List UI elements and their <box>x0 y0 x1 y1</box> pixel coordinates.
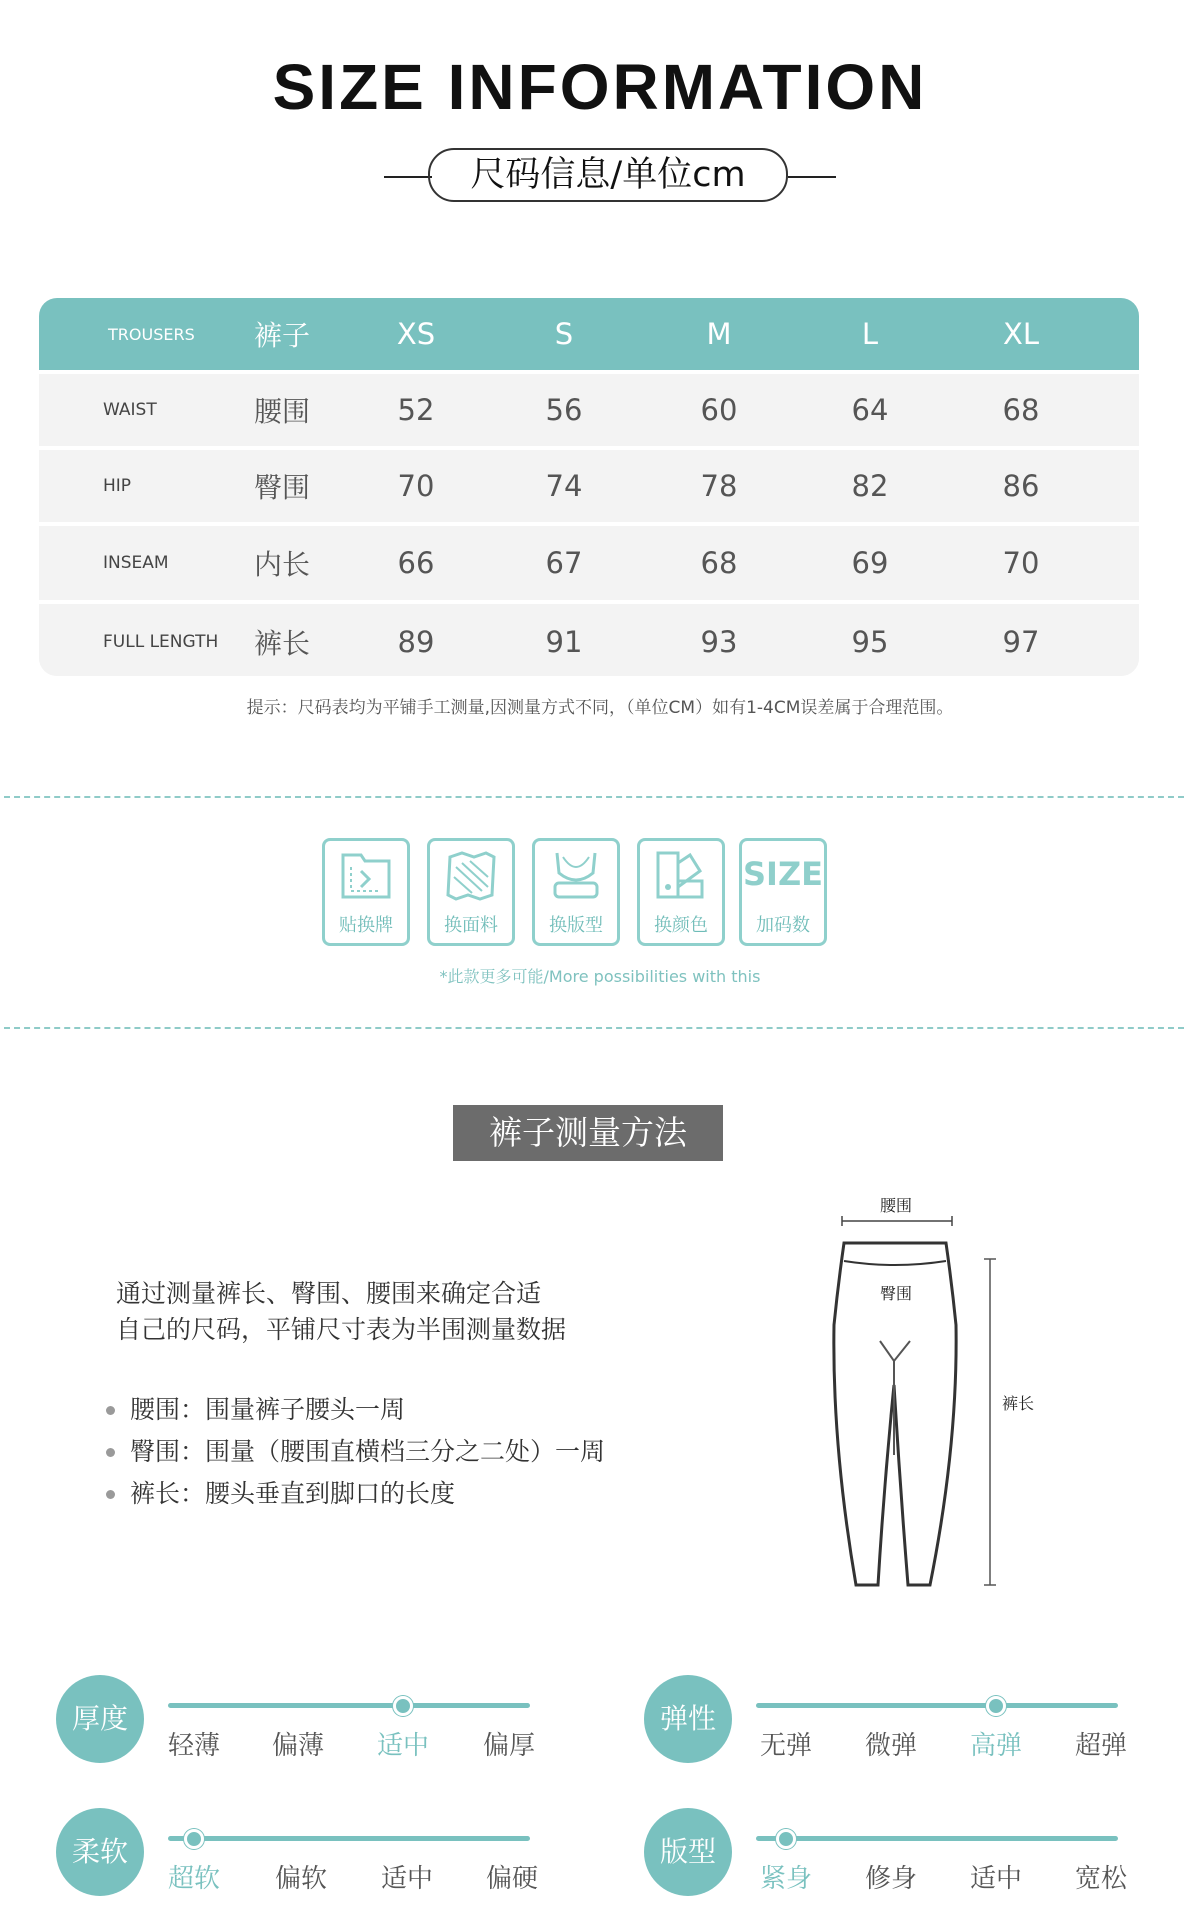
scale-option: 适中 <box>381 1864 434 1894</box>
badge-label: 贴换牌 <box>339 915 393 936</box>
scale-option: 超软 <box>168 1864 221 1894</box>
tag-icon <box>337 847 395 905</box>
badge-label: 换版型 <box>549 915 603 936</box>
row-cn-label: 腰围 <box>254 395 311 428</box>
scale-option: 偏硬 <box>486 1864 539 1894</box>
table-cell: 68 <box>700 546 738 580</box>
trousers-icon <box>810 1185 1050 1595</box>
dashed-divider <box>4 1027 1184 1029</box>
measure-bullet: 裤长：腰头垂直到脚口的长度 <box>130 1479 456 1508</box>
size-icon: SIZE <box>742 855 823 893</box>
measure-heading: 裤子测量方法 <box>453 1105 723 1161</box>
scale-title: 厚度 <box>56 1675 144 1763</box>
table-cell: 74 <box>545 469 583 503</box>
scale-option: 高弹 <box>970 1731 1023 1761</box>
badge-pattern-swap <box>532 838 620 946</box>
scale-option: 适中 <box>377 1731 430 1761</box>
table-cell: 68 <box>1002 393 1040 427</box>
badge-fabric-swap <box>427 838 515 946</box>
row-cn-label: 内长 <box>254 548 311 581</box>
row-en-label: INSEAM <box>103 553 169 573</box>
scale-option: 偏薄 <box>272 1731 325 1761</box>
scale-track <box>756 1836 1118 1841</box>
row-cn-label: 臀围 <box>254 471 311 504</box>
table-row <box>39 370 1139 446</box>
badge-size-extend <box>739 838 827 946</box>
table-cell: 66 <box>397 546 435 580</box>
table-cell: 97 <box>1002 625 1040 659</box>
table-cell: 93 <box>700 625 738 659</box>
header-size: M <box>706 317 732 351</box>
table-row <box>39 446 1139 522</box>
table-cell: 60 <box>700 393 738 427</box>
badge-label-swap <box>322 838 410 946</box>
palette-icon <box>652 847 710 905</box>
header-size: XL <box>1002 317 1040 351</box>
measurement-tip: 提示：尺码表均为平铺手工测量,因测量方式不同，（单位CM）如有1-4CM误差属于合理范围。 <box>246 698 954 718</box>
scale-option: 适中 <box>970 1864 1023 1894</box>
header-en: TROUSERS <box>108 324 195 344</box>
table-cell: 70 <box>397 469 435 503</box>
subtitle: 尺码信息/单位cm <box>428 148 788 202</box>
scale-option: 宽松 <box>1075 1864 1128 1894</box>
badge-note: *此款更多可能/More possibilities with this <box>439 967 761 986</box>
badge-color-swap <box>637 838 725 946</box>
diagram-label-length: 裤长 <box>1002 1394 1035 1413</box>
subtitle-right-line <box>788 176 836 178</box>
scale-option: 紧身 <box>760 1864 813 1894</box>
scale-indicator <box>184 1829 204 1849</box>
measure-intro: 通过测量裤长、臀围、腰围来确定合适 <box>116 1279 542 1308</box>
badge-label: 加码数 <box>756 915 810 936</box>
subtitle-left-line <box>384 176 432 178</box>
scale-title: 版型 <box>644 1808 732 1896</box>
row-en-label: WAIST <box>103 400 157 420</box>
scale-indicator <box>393 1696 413 1716</box>
diagram-label-hip: 臀围 <box>880 1284 913 1303</box>
scale-option: 无弹 <box>760 1731 813 1761</box>
table-cell: 95 <box>851 625 889 659</box>
scale-option: 轻薄 <box>168 1731 221 1761</box>
scale-track <box>168 1836 530 1841</box>
row-en-label: FULL LENGTH <box>103 632 219 652</box>
scale-option: 微弹 <box>865 1731 918 1761</box>
badge-label: 换面料 <box>444 915 498 936</box>
scale-title: 柔软 <box>56 1808 144 1896</box>
bullet-dot <box>106 1406 115 1415</box>
header-size: L <box>861 317 879 351</box>
scale-option: 超弹 <box>1075 1731 1128 1761</box>
scale-title: 弹性 <box>644 1675 732 1763</box>
size-table <box>39 298 1139 676</box>
table-cell: 67 <box>545 546 583 580</box>
scale-indicator <box>776 1829 796 1849</box>
table-cell: 70 <box>1002 546 1040 580</box>
badge-label: 换颜色 <box>654 915 708 936</box>
scale-option: 偏厚 <box>483 1731 536 1761</box>
trousers-diagram <box>810 1185 1050 1595</box>
scale-option: 偏软 <box>275 1864 328 1894</box>
scale-track <box>756 1703 1118 1708</box>
table-header-row <box>39 298 1139 370</box>
table-cell: 56 <box>545 393 583 427</box>
table-row <box>39 522 1139 600</box>
header-size: S <box>554 317 574 351</box>
table-cell: 86 <box>1002 469 1040 503</box>
header-cn: 裤子 <box>254 319 311 352</box>
row-cn-label: 裤长 <box>254 627 311 660</box>
table-cell: 69 <box>851 546 889 580</box>
scale-option: 修身 <box>865 1864 918 1894</box>
table-cell: 64 <box>851 393 889 427</box>
scale-indicator <box>986 1696 1006 1716</box>
measure-bullet: 臀围：围量（腰围直横档三分之二处）一周 <box>130 1437 606 1466</box>
header-size: XS <box>396 317 436 351</box>
bullet-dot <box>106 1448 115 1457</box>
row-en-label: HIP <box>103 476 132 496</box>
measure-bullet: 腰围：围量裤子腰头一周 <box>130 1395 406 1424</box>
measure-intro: 自己的尺码，平铺尺寸表为半围测量数据 <box>116 1315 567 1344</box>
bullet-dot <box>106 1490 115 1499</box>
scale-track <box>168 1703 530 1708</box>
table-cell: 52 <box>397 393 435 427</box>
table-cell: 78 <box>700 469 738 503</box>
diagram-label-waist: 腰围 <box>880 1196 913 1215</box>
table-row <box>39 600 1139 676</box>
bra-icon <box>547 847 605 905</box>
table-cell: 89 <box>397 625 435 659</box>
page-title: SIZE INFORMATION <box>272 51 928 123</box>
fabric-icon <box>442 847 500 905</box>
dashed-divider <box>4 796 1184 798</box>
table-cell: 91 <box>545 625 583 659</box>
table-cell: 82 <box>851 469 889 503</box>
